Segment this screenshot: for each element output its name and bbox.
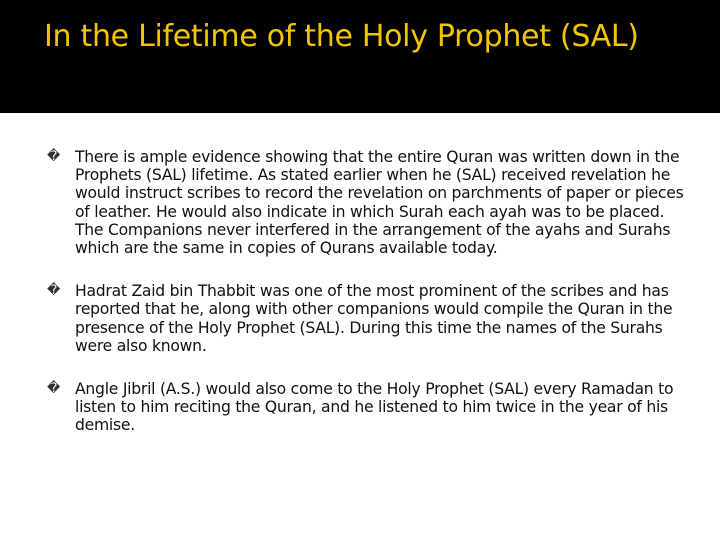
bullet-text: Angle Jibril (A.S.) would also come to the Holy Prophet (SAL) every Ramadan to listen to him reciting the Quran, and he listened to him twice in the year of his demise. (75, 380, 674, 435)
title-band (0, 0, 720, 113)
bullet-item (47, 282, 687, 355)
bullet-marker-icon: � (47, 149, 61, 164)
bullet-item (47, 380, 687, 435)
bullet-list (47, 148, 687, 460)
bullet-text: Hadrat Zaid bin Thabbit was one of the most prominent of the scribes and has reported that he, along with other companions would compile the Quran in the presence of the Holy Prophet (SAL). During this time the names of the Surahs were also known. (75, 282, 673, 355)
bullet-marker-icon: � (47, 381, 61, 397)
slide-title: In the Lifetime of the Holy Prophet (SAL) (44, 19, 639, 54)
bullet-marker-icon: � (47, 283, 61, 299)
bullet-text: There is ample evidence showing that the entire Quran was written down in the Prophets (SAL) lifetime. As stated earlier when he (SAL) received revelation he would instruct scribes to record the revelation on parchments of paper or pieces of leather. He would also indicate in which Surah each ayah was to be placed. The Companions never interfered in the arrangement of the ayahs and Surahs which are the same in copies of Qurans available today. (75, 148, 684, 258)
bullet-item (47, 148, 687, 257)
